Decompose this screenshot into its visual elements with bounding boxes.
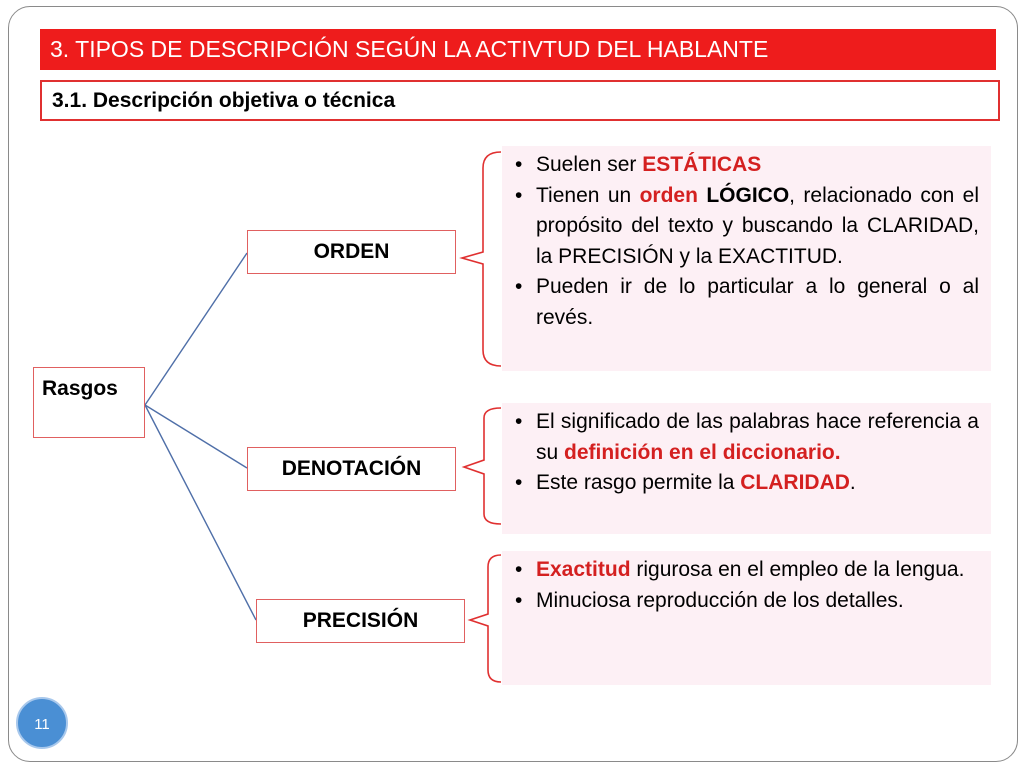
bullet-text: , relacionado con el propósito del texto y buscando la CLARIDAD, la PRECISIÓN y la EXACTITUD. (536, 183, 979, 268)
highlighted-text: CLARIDAD (740, 471, 850, 494)
panel-orden (502, 146, 991, 371)
node-rasgos: Rasgos (33, 367, 145, 438)
bullet-item (512, 586, 979, 617)
bullet-text: LÓGICO (697, 183, 790, 207)
bullet-text: Tienen un (536, 183, 640, 207)
bullet-text: rigurosa en el empleo de la lengua. (630, 558, 965, 581)
bullet-text: . (849, 471, 856, 494)
highlighted-text: Exactitud (536, 558, 631, 581)
highlighted-text: ESTÁTICAS (642, 153, 762, 176)
bullet-item (512, 181, 979, 273)
bullet-text: Pueden ir de lo particular a lo general o al revés. (536, 275, 979, 329)
slide-title: 3. TIPOS DE DESCRIPCIÓN SEGÚN LA ACTIVTUD DEL HABLANTE (40, 29, 996, 70)
bullet-item (512, 150, 979, 181)
node-precision: PRECISIÓN (256, 599, 465, 643)
bullet-text: Minuciosa reproducción de los detalles. (536, 588, 904, 612)
bullet-text: Suelen ser (536, 153, 643, 176)
bracket-orden (462, 152, 501, 366)
section-subtitle: 3.1. Descripción objetiva o técnica (40, 80, 1000, 121)
bracket-denotacion (464, 408, 501, 524)
highlighted-text: definición en el diccionario. (564, 440, 841, 464)
bullet-text: El significado de las palabras hace referencia a su (536, 410, 979, 464)
bullet-item (512, 468, 979, 499)
connector-line-precision (145, 405, 256, 620)
node-denotacion: DENOTACIÓN (247, 447, 456, 491)
panel-denotacion (502, 403, 991, 534)
connector-line-denotacion (145, 405, 247, 468)
highlighted-text: orden (639, 183, 698, 207)
bullet-item (512, 272, 979, 333)
node-orden: ORDEN (247, 230, 456, 274)
page-number-badge: 11 (16, 697, 68, 749)
bullet-text: Este rasgo permite la (536, 471, 741, 494)
bracket-precision (470, 555, 501, 682)
panel-precision (502, 551, 991, 685)
bullet-item (512, 555, 979, 586)
bullet-item (512, 407, 979, 468)
connector-line-orden (145, 253, 247, 405)
